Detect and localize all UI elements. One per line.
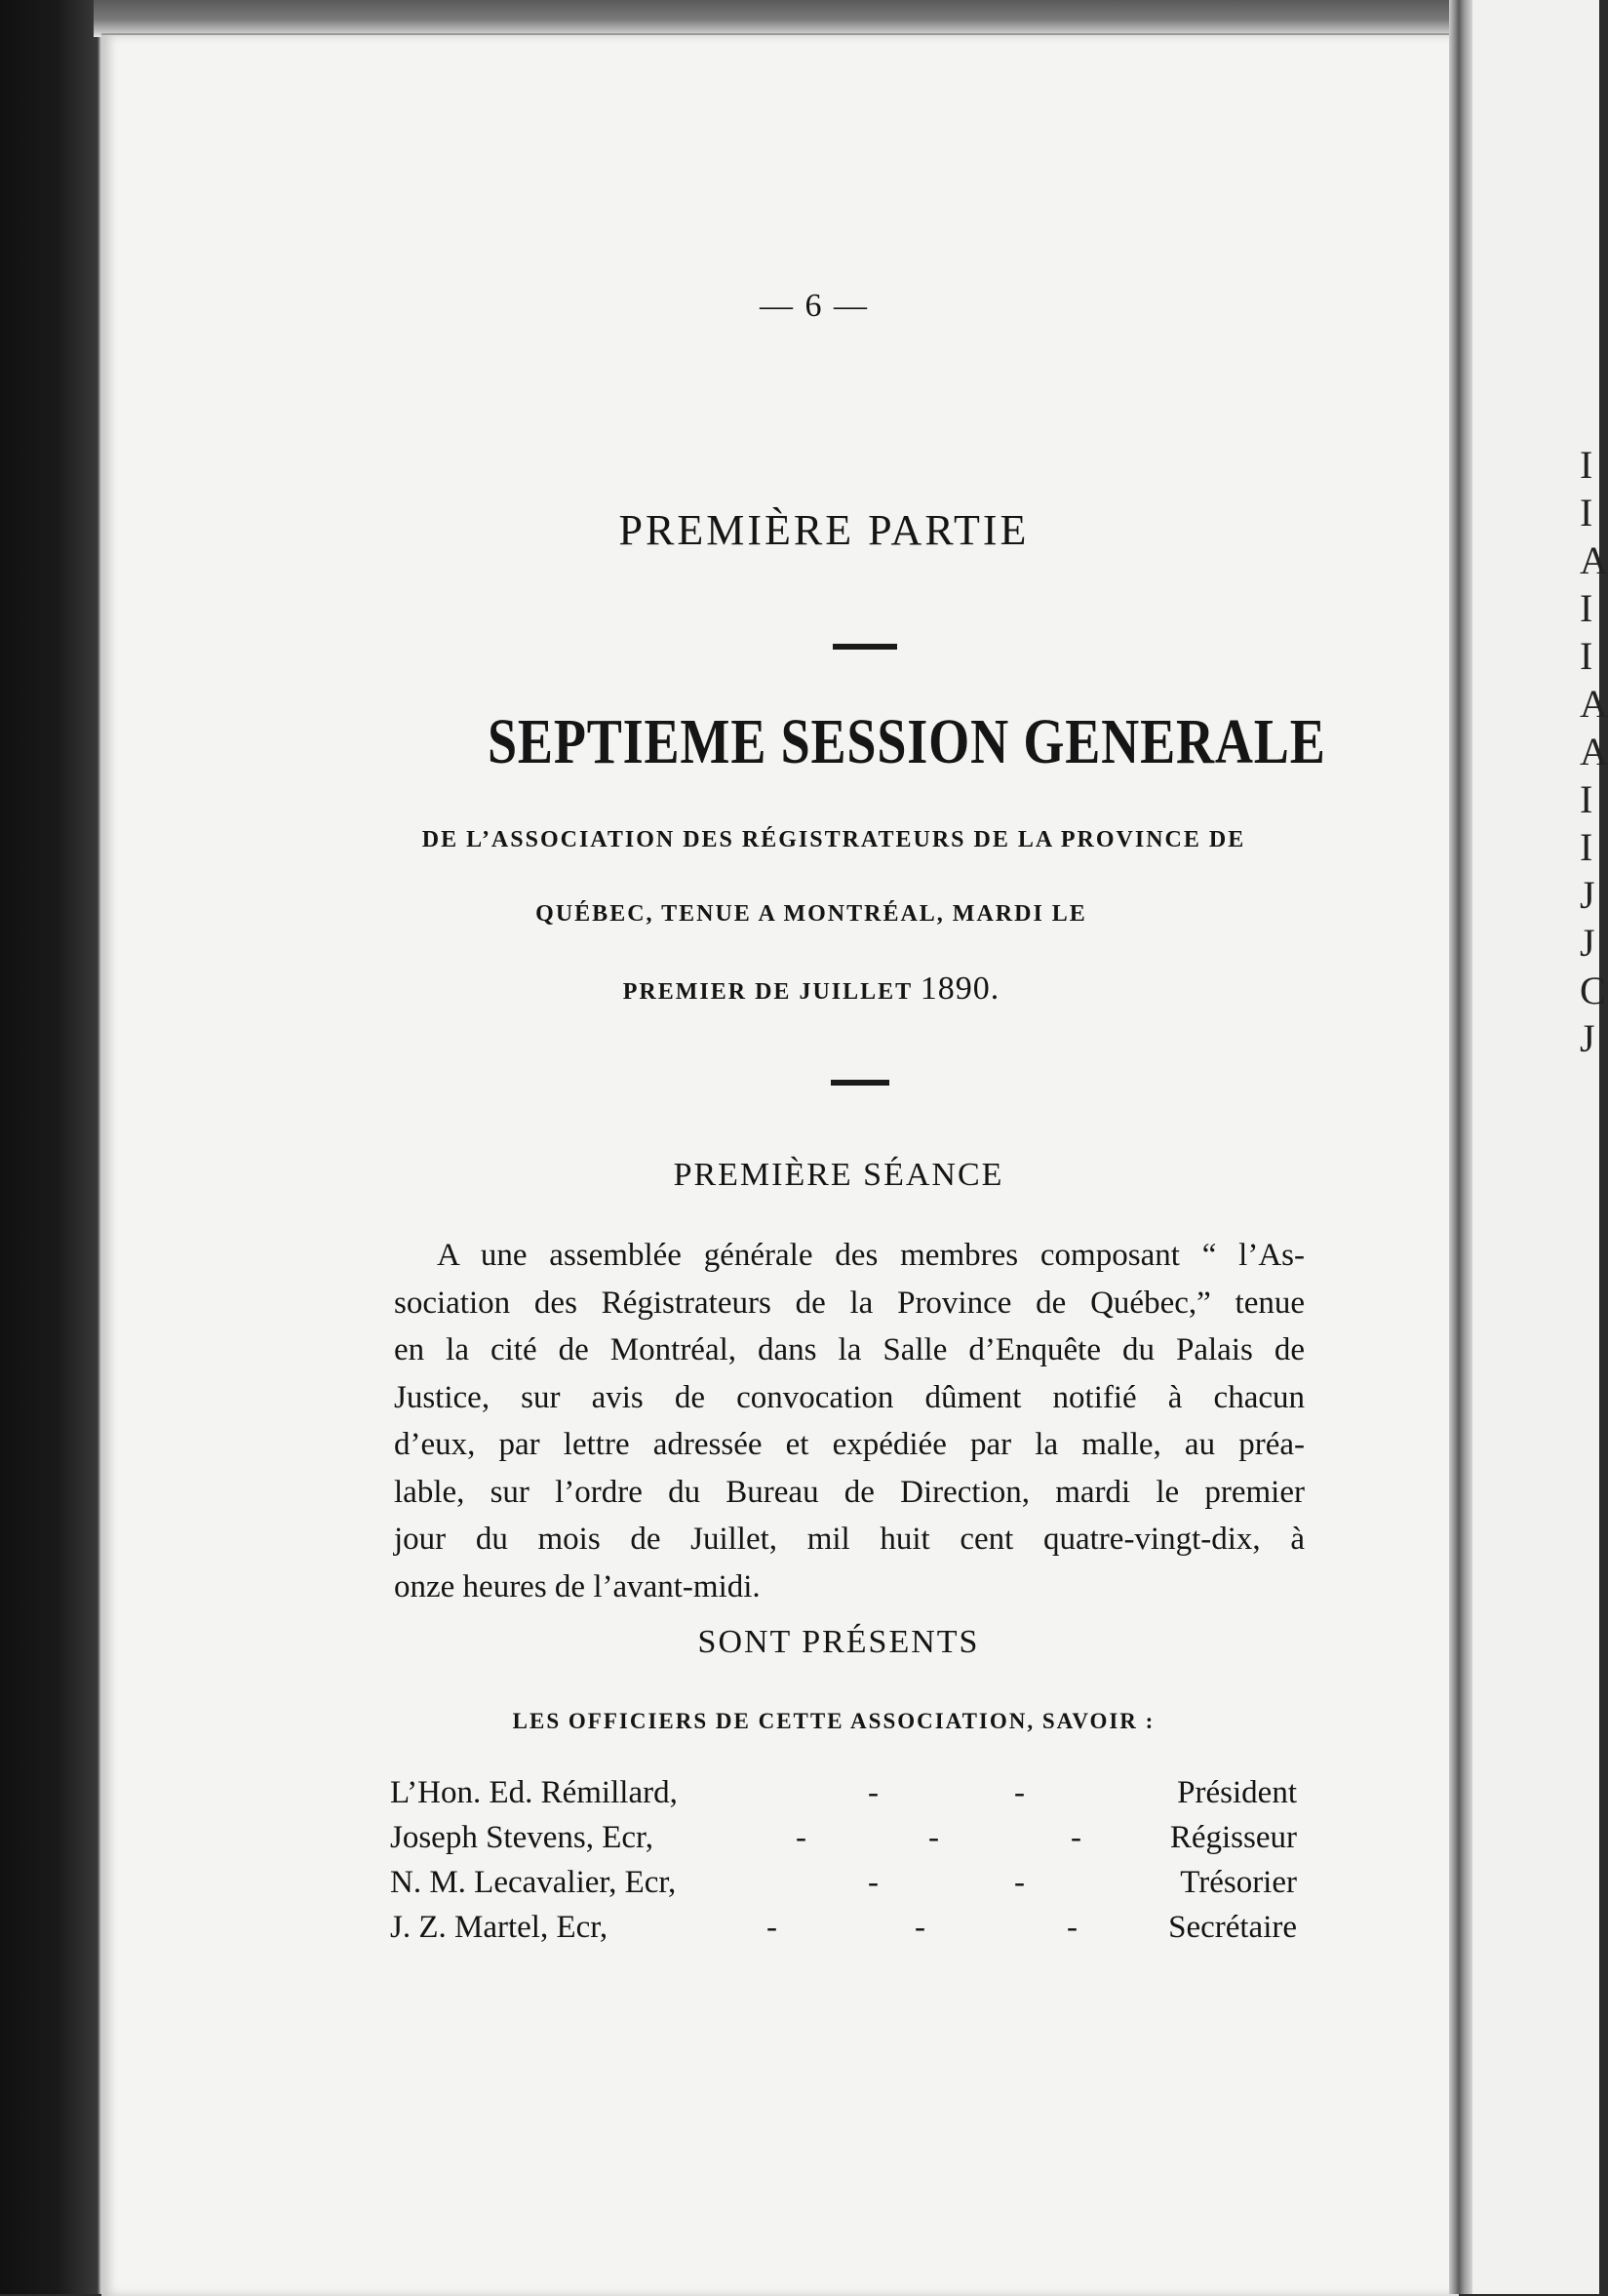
facing-letter: I [1580, 586, 1593, 630]
subtitle-year: 1890. [920, 970, 1000, 1007]
officer-title: Trésorier [1180, 1865, 1297, 1900]
officer-name: L’Hon. Ed. Rémillard, [390, 1775, 678, 1810]
divider-rule [831, 1080, 889, 1086]
facing-letter: I [1580, 777, 1593, 821]
officer-row [390, 1865, 1297, 1910]
facing-letter: A [1580, 538, 1608, 582]
subtitle-line-2: QUÉBEC, TENUE A MONTRÉAL, MARDI LE [535, 901, 1087, 927]
body-paragraph [394, 1232, 1305, 1610]
leader-dash: - [868, 1775, 879, 1810]
body-line: A une assemblée générale des membres composant “ l’As- [437, 1238, 1305, 1273]
body-line: onze heures de l’avant-midi. [394, 1568, 761, 1604]
facing-letter: A [1580, 682, 1608, 726]
leader-dash: - [1014, 1865, 1025, 1900]
facing-page-edge [1472, 0, 1608, 2294]
body-line: en la cité de Montréal, dans la Salle d’Enquête du Palais de [394, 1332, 1305, 1367]
facing-letter: I [1580, 634, 1593, 678]
facing-letter: I [1580, 825, 1593, 869]
leader-dash: - [915, 1910, 925, 1945]
officers-heading: LES OFFICIERS DE CETTE ASSOCIATION, SAVOIR : [512, 1709, 1156, 1733]
officer-title: Régisseur [1169, 1820, 1297, 1855]
facing-letter: J [1580, 873, 1595, 917]
seance-title: PREMIÈRE SÉANCE [673, 1157, 1004, 1193]
leader-dash: - [1071, 1820, 1081, 1855]
officer-title: Président [1177, 1775, 1297, 1810]
page-number: — 6 — [760, 288, 869, 324]
subtitle-date: PREMIER DE JUILLET [622, 979, 913, 1005]
presents-title: SONT PRÉSENTS [697, 1624, 980, 1660]
leader-dash: - [1014, 1775, 1025, 1810]
subtitle-line-1: DE L’ASSOCIATION DES RÉGISTRATEURS DE LA PROVINCE DE [421, 827, 1246, 852]
facing-letter: I [1580, 491, 1593, 534]
officers-list [390, 1775, 1297, 1955]
body-line: d’eux, par lettre adressée et expédiée par la malle, au préa- [394, 1427, 1305, 1462]
officer-row [390, 1820, 1297, 1865]
body-line: sociation des Régistrateurs de la Province de Québec,” tenue [394, 1285, 1305, 1321]
leader-dash: - [796, 1820, 806, 1855]
session-title: SEPTIEME SESSION GENERALE [488, 706, 1326, 777]
subtitle-line-3 [0, 970, 1599, 1008]
book-gutter [1449, 0, 1472, 2294]
facing-letter: I [1580, 443, 1593, 487]
facing-letter: J [1580, 921, 1595, 965]
facing-letter: C [1580, 969, 1606, 1012]
leader-dash: - [766, 1910, 777, 1945]
officer-name: J. Z. Martel, Ecr, [390, 1910, 608, 1945]
body-line: jour du mois de Juillet, mil huit cent quatre-vingt-dix, à [394, 1522, 1305, 1557]
leader-dash: - [868, 1865, 879, 1900]
part-title: PREMIÈRE PARTIE [618, 506, 1030, 554]
officer-row [390, 1910, 1297, 1955]
body-line: Justice, sur avis de convocation dûment notifié à chacun [394, 1379, 1305, 1415]
body-line: lable, sur l’ordre du Bureau de Direction, mardi le premier [394, 1474, 1305, 1510]
officer-name: N. M. Lecavalier, Ecr, [390, 1865, 677, 1900]
divider-rule [833, 644, 897, 650]
facing-letter: A [1580, 730, 1608, 773]
leader-dash: - [928, 1820, 939, 1855]
page-top-edge [94, 0, 1599, 37]
leader-dash: - [1067, 1910, 1078, 1945]
facing-letter: J [1580, 1016, 1595, 1060]
officer-title: Secrétaire [1168, 1910, 1297, 1945]
officer-name: Joseph Stevens, Ecr, [390, 1820, 653, 1855]
officer-row [390, 1775, 1297, 1820]
